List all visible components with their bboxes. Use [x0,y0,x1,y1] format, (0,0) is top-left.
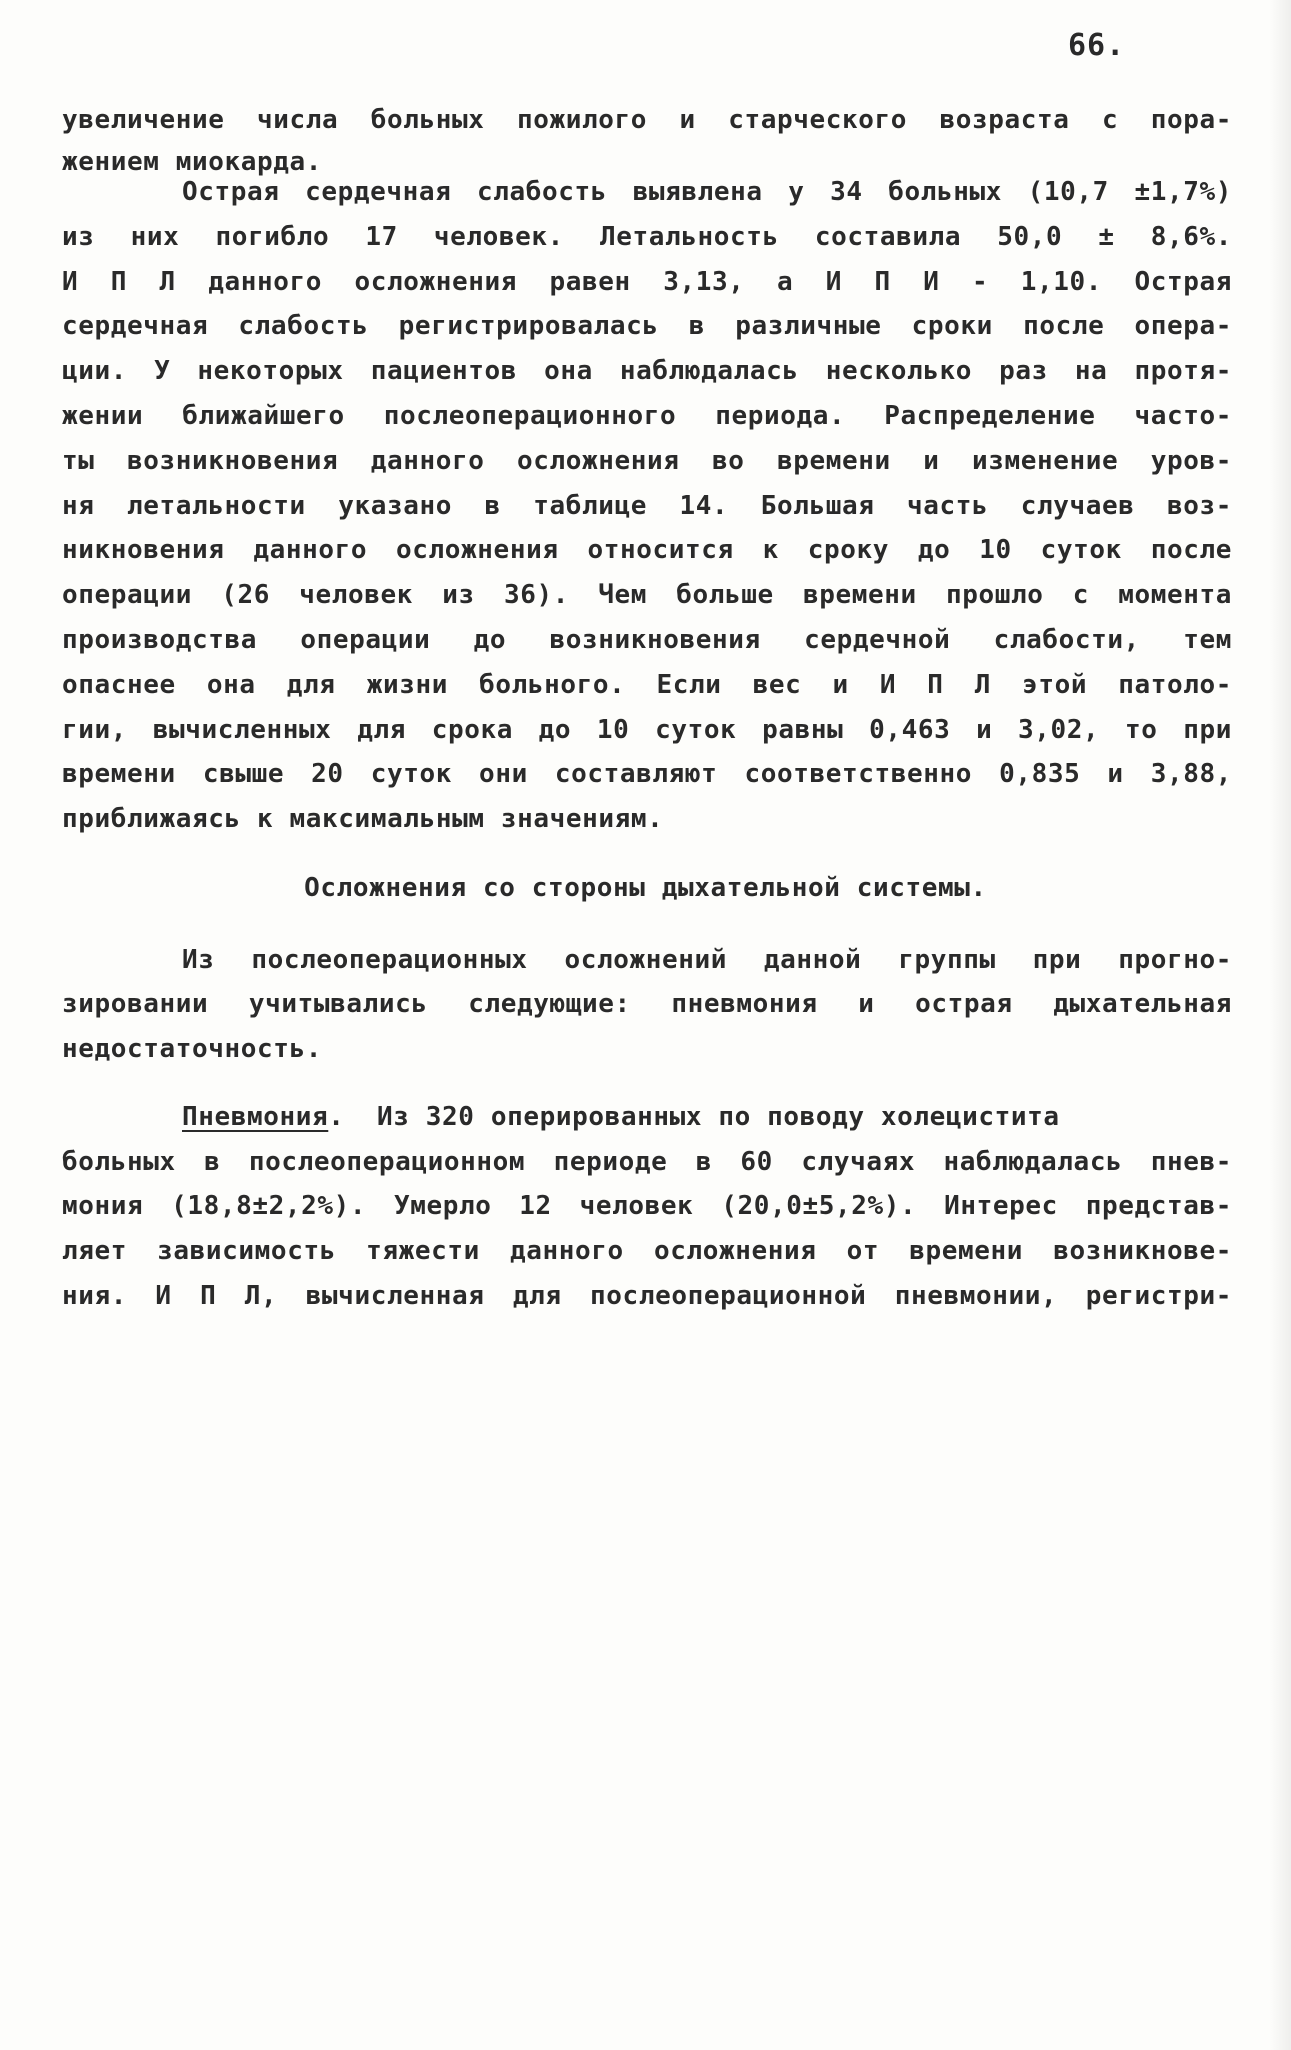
text-line: операции (26 человек из 36). Чем больше времени прошло с момента [62,580,1232,610]
text-line: приближаясь к максимальным значениям. [62,804,664,834]
text-line: жении ближайшего послеоперационного периода. Распределение часто- [62,401,1232,431]
text-line: жением миокарда. [62,147,323,177]
text-line: И П Л данного осложнения равен 3,13, а И П И - 1,10. Острая [62,267,1232,297]
text-line: из них погибло 17 человек. Летальность составила 50,0 ± 8,6%. [62,222,1232,252]
text-line: гии, вычисленных для срока до 10 суток равны 0,463 и 3,02, то при [62,715,1232,745]
text-line [182,1097,1232,1137]
text-line: никновения данного осложнения относится к сроку до 10 суток после [62,535,1232,565]
text-line: недостаточность. [62,1034,323,1064]
text-line: Из послеоперационных осложнений данной группы при прогно- [182,945,1232,975]
paragraph-lead-term: Пневмония [182,1102,329,1132]
text-line: больных в послеоперационном периоде в 60 случаях наблюдалась пнев- [62,1147,1232,1177]
text-line: производства операции до возникновения сердечной слабости, тем [62,625,1232,655]
text-line-rest: . Из 320 оперированных по поводу холецистита [328,1102,1060,1132]
text-line: ты возникновения данного осложнения во времени и изменение уров- [62,446,1232,476]
text-line: ции. У некоторых пациентов она наблюдалась несколько раз на протя- [62,356,1232,386]
text-line: увеличение числа больных пожилого и старческого возраста с пора- [62,105,1232,135]
text-line: Острая сердечная слабость выявлена у 34 больных (10,7 ±1,7%) [182,177,1232,207]
text-line: сердечная слабость регистрировалась в различные сроки после опера- [62,311,1232,341]
page-number: 66. [1068,28,1126,63]
text-line: ния. И П Л, вычисленная для послеоперационной пневмонии, регистри- [62,1281,1232,1311]
text-line: зировании учитывались следующие: пневмония и острая дыхательная [62,989,1232,1019]
section-heading: Осложнения со стороны дыхательной системы. [304,873,987,903]
text-line: мония (18,8±2,2%). Умерло 12 человек (20,0±5,2%). Интерес представ- [62,1191,1232,1221]
text-line: ня летальности указано в таблице 14. Большая часть случаев воз- [62,491,1232,521]
text-line: опаснее она для жизни больного. Если вес и И П Л этой патоло- [62,670,1232,700]
text-line: ляет зависимость тяжести данного осложнения от времени возникнове- [62,1236,1232,1266]
text-line: времени свыше 20 суток они составляют соответственно 0,835 и 3,88, [62,759,1232,789]
